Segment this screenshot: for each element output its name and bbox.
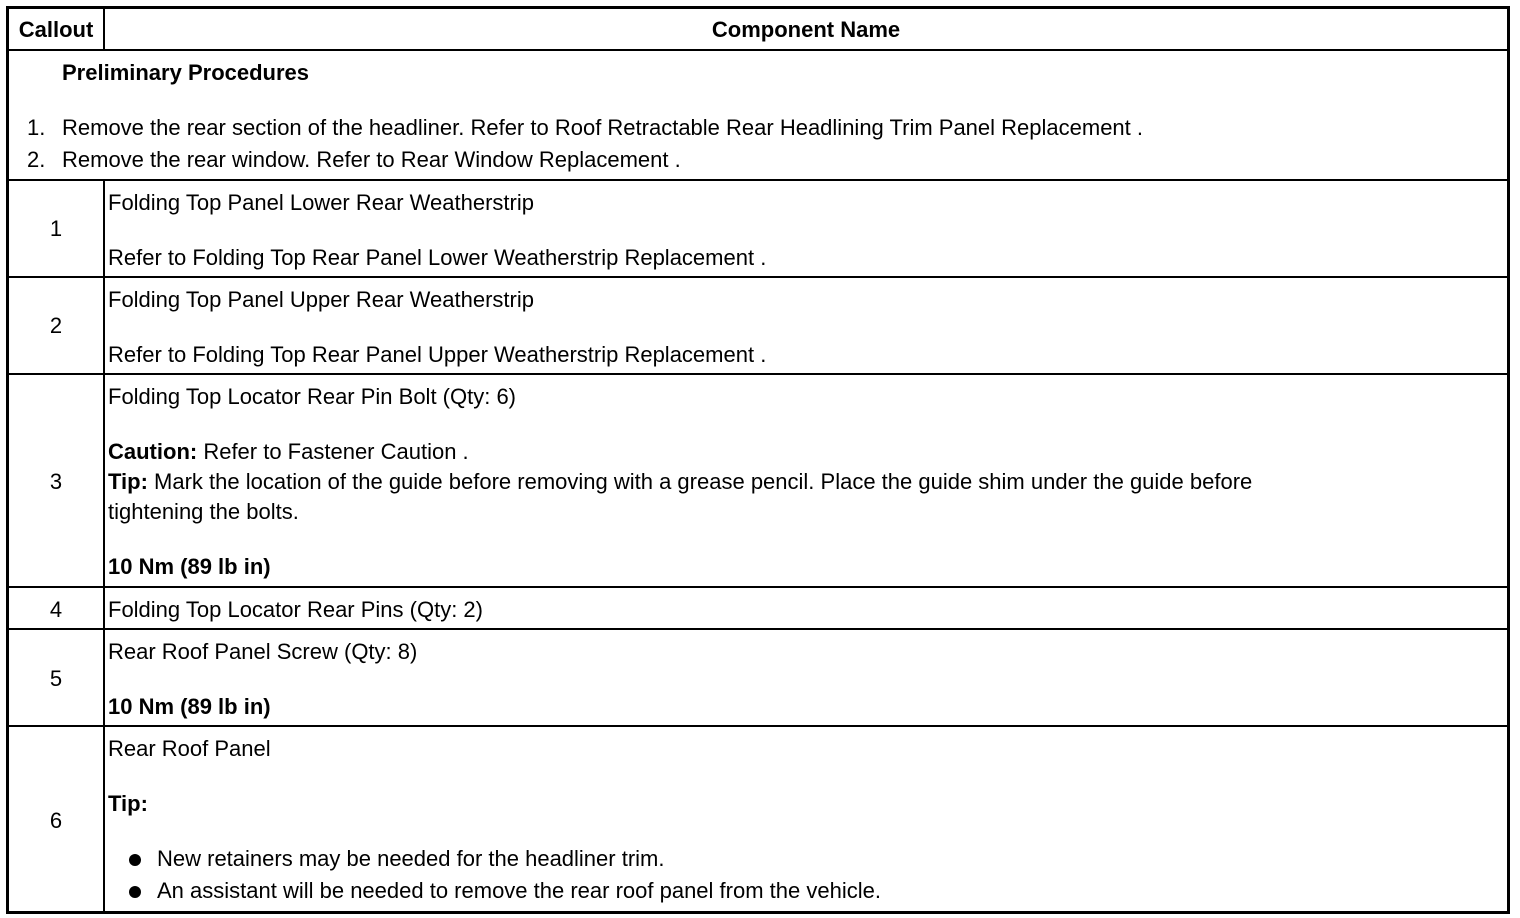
tip-text-continued: tightening the bolts. [108, 499, 299, 524]
bullet-item: New retainers may be needed for the headliner trim. [157, 846, 665, 871]
step-text: Remove the rear section of the headliner. Refer to Roof Retractable Rear Headlining Trim Panel Replacement . [62, 115, 1144, 140]
tip-label: Tip: [108, 469, 148, 494]
row-divider [9, 628, 1507, 630]
header-callout: Callout [18, 17, 94, 42]
callout-number: 3 [49, 469, 63, 494]
tip-text: Mark the location of the guide before removing with a grease pencil. Place the guide shim under the guide before [147, 469, 1253, 494]
caution-text: Refer to Fastener Caution . [197, 439, 469, 464]
torque-spec: 10 Nm (89 lb in) [108, 694, 271, 719]
component-table [6, 6, 1510, 914]
step-text: Remove the rear window. Refer to Rear Window Replacement . [62, 147, 681, 172]
bullet-dot [129, 886, 141, 898]
tip-line [108, 469, 1252, 495]
callout-number: 6 [49, 808, 63, 833]
component-name: Folding Top Locator Rear Pins (Qty: 2) [108, 597, 483, 622]
caution-line [108, 439, 469, 465]
preliminary-title: Preliminary Procedures [62, 60, 310, 85]
step-number: 1. [27, 115, 46, 140]
component-name: Folding Top Panel Upper Rear Weatherstrip [108, 287, 534, 312]
row-divider [9, 725, 1507, 727]
row-divider [9, 586, 1507, 588]
callout-number: 4 [49, 597, 63, 622]
callout-number: 1 [49, 216, 63, 241]
component-name: Rear Roof Panel [108, 736, 271, 761]
callout-number: 5 [49, 666, 63, 691]
component-name: Folding Top Locator Rear Pin Bolt (Qty: 6) [108, 384, 517, 409]
callout-number: 2 [49, 313, 63, 338]
torque-spec: 10 Nm (89 lb in) [108, 554, 271, 579]
bullet-dot [129, 854, 141, 866]
component-name: Rear Roof Panel Screw (Qty: 8) [108, 639, 418, 664]
header-component-name: Component Name [711, 17, 901, 42]
column-divider [103, 179, 105, 911]
bullet-item: An assistant will be needed to remove the rear roof panel from the vehicle. [157, 878, 881, 903]
row-divider [9, 276, 1507, 278]
step-number: 2. [27, 147, 46, 172]
tip-label: Tip: [108, 791, 148, 816]
component-name: Folding Top Panel Lower Rear Weatherstrip [108, 190, 534, 215]
row-divider [9, 373, 1507, 375]
reference-text: Refer to Folding Top Rear Panel Lower Weatherstrip Replacement . [108, 245, 767, 270]
caution-label: Caution: [108, 439, 198, 464]
row-divider [9, 179, 1507, 181]
reference-text: Refer to Folding Top Rear Panel Upper Weatherstrip Replacement . [108, 342, 767, 367]
